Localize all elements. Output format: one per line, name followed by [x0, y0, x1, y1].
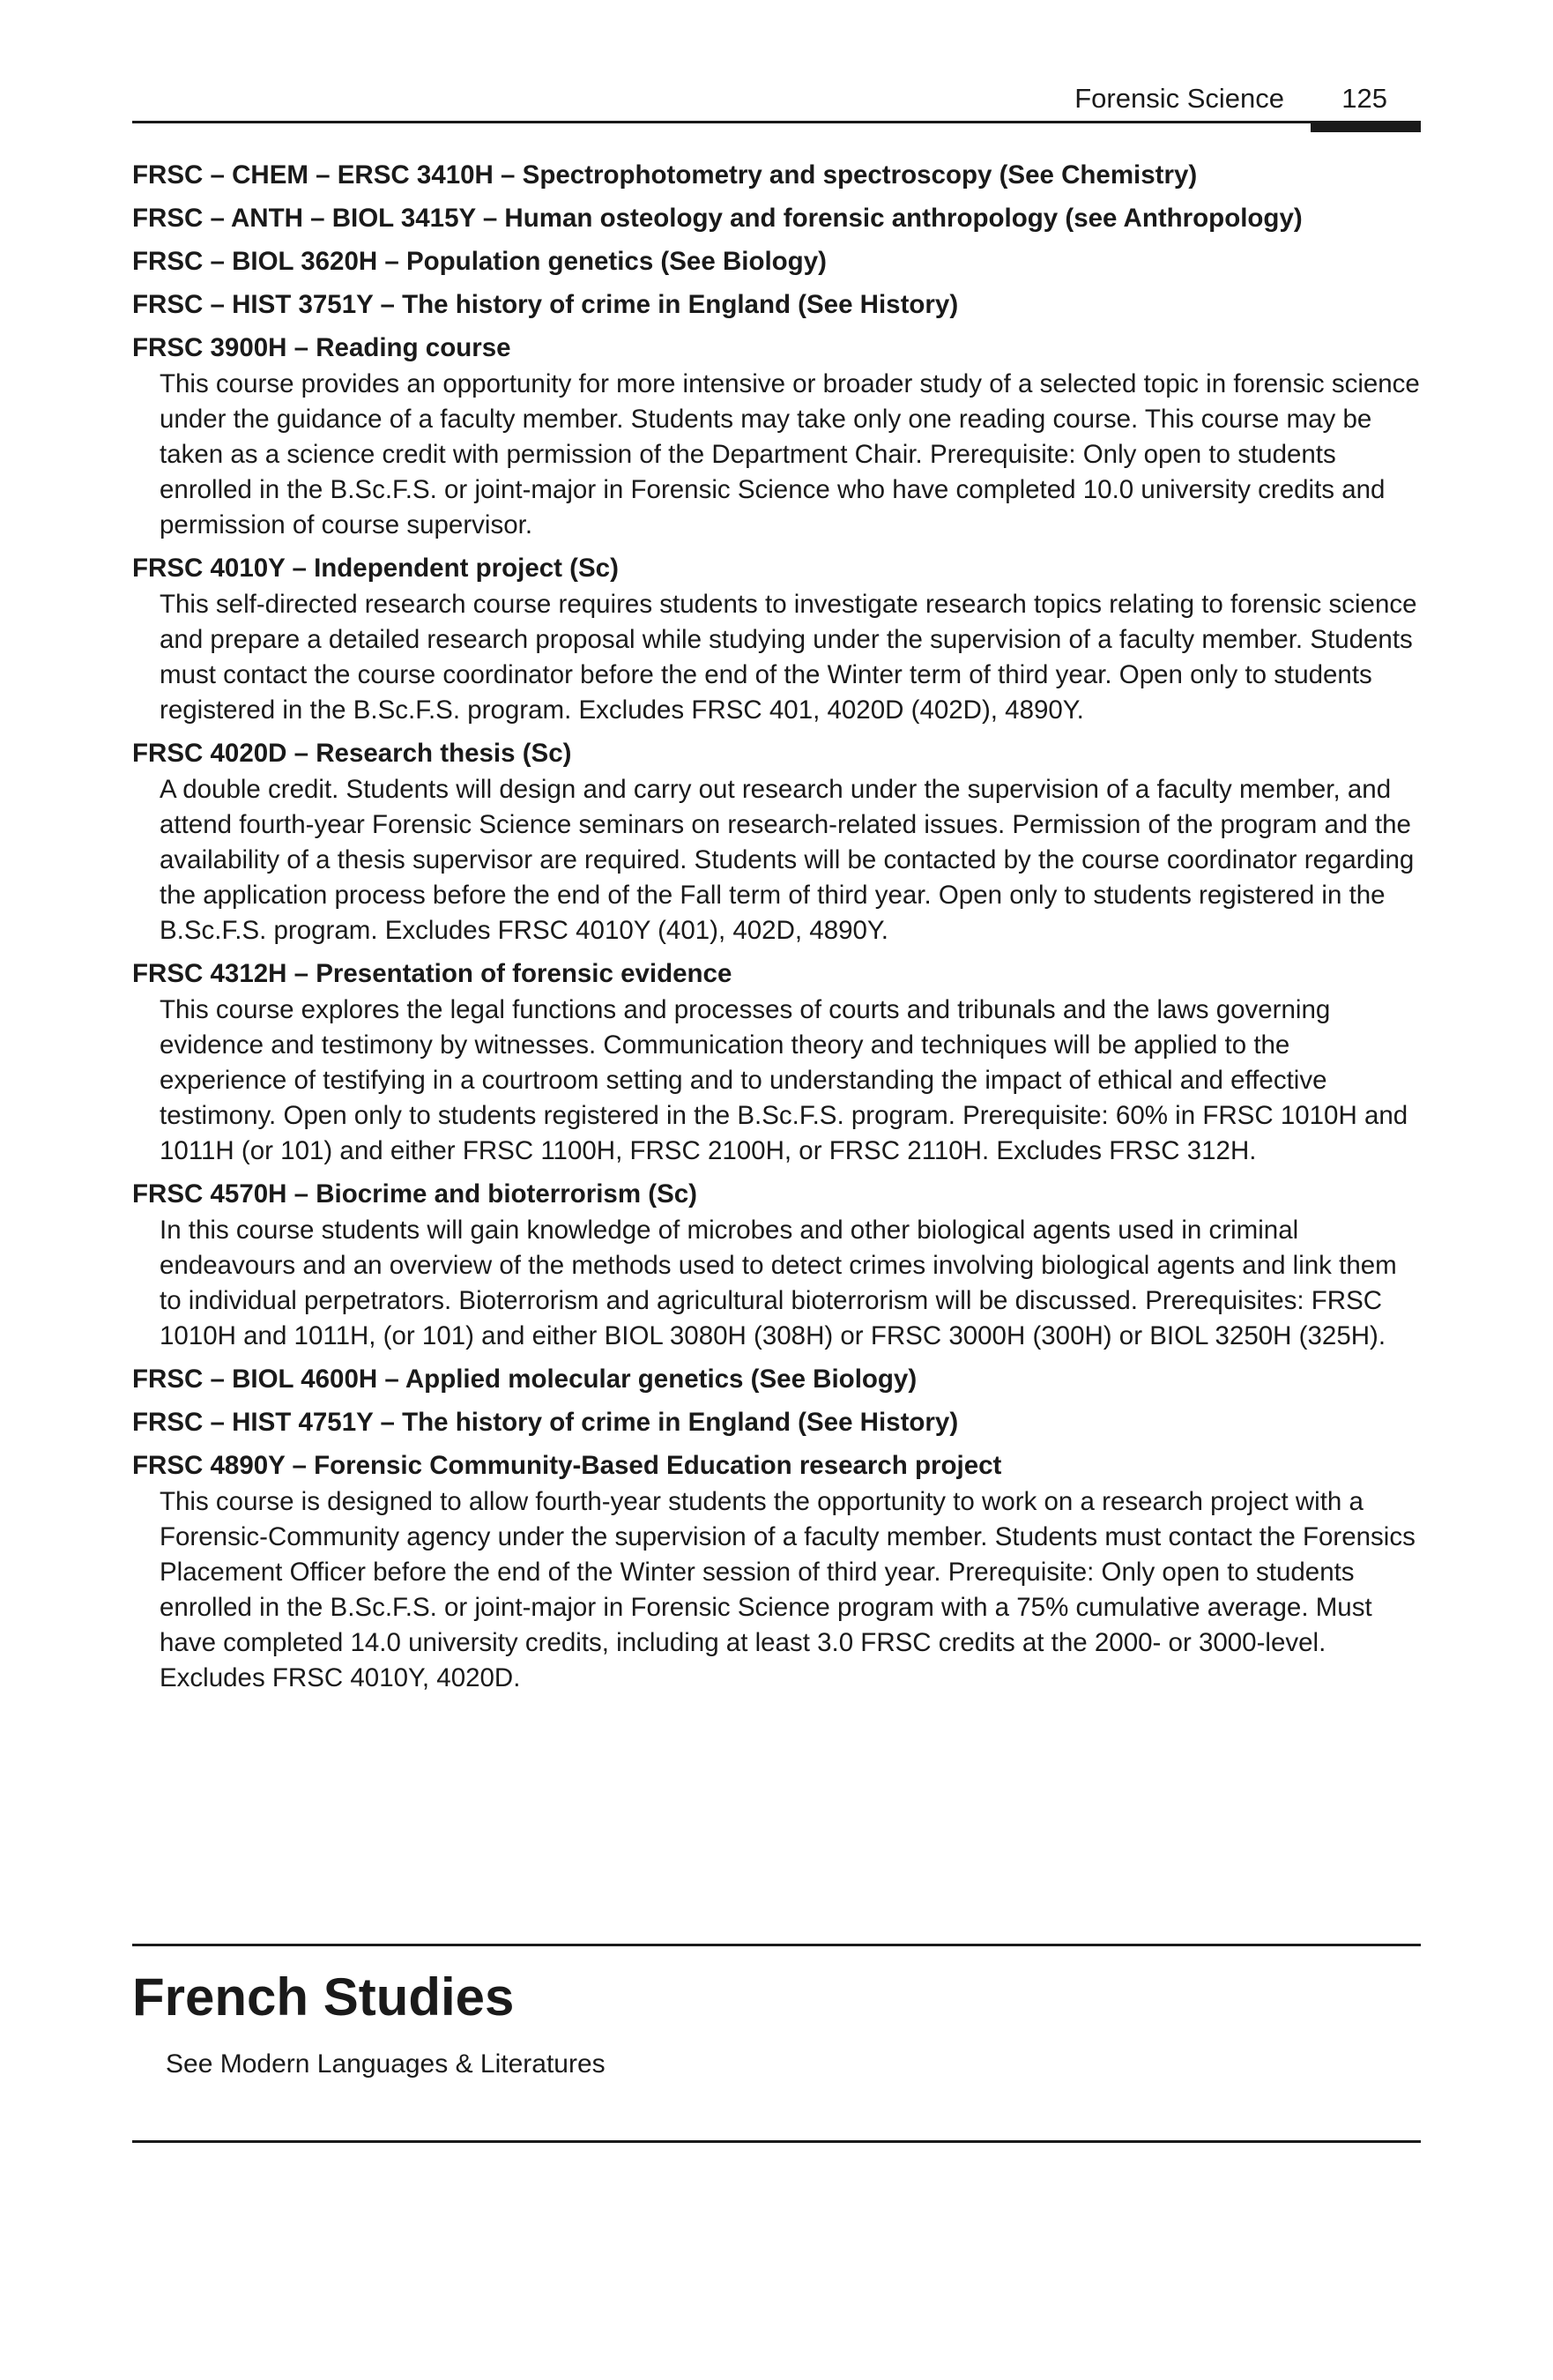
- header-rule: [132, 121, 1421, 123]
- course-title: FRSC 3900H – Reading course: [132, 333, 511, 362]
- course-entry: [132, 1361, 1421, 1397]
- section-divider-top: [132, 1944, 1421, 1946]
- course-entry: [132, 1404, 1421, 1440]
- course-entry: [132, 200, 1421, 236]
- course-title: FRSC – BIOL 3620H – Population genetics (See Biology): [132, 247, 827, 276]
- course-entry: [132, 735, 1421, 948]
- course-entry: [132, 1447, 1421, 1696]
- course-title: FRSC – BIOL 4600H – Applied molecular genetics (See Biology): [132, 1365, 918, 1394]
- page-number: 125: [1341, 83, 1387, 114]
- course-title: FRSC – HIST 3751Y – The history of crime in England (See History): [132, 290, 959, 319]
- course-title: FRSC 4010Y – Independent project (Sc): [132, 554, 619, 583]
- course-entry: [132, 243, 1421, 279]
- course-entry: [132, 157, 1421, 193]
- course-entry: [132, 956, 1421, 1169]
- section-heading: French Studies: [132, 1967, 515, 2027]
- course-description: This self-directed research course requires students to investigate research topics relating to forensic science and prepare a detailed research proposal while studying under the supervision of a faculty member. Students must contact the course coordinator before the end of the Winter term of third year. Open only to students registered in the B.Sc.F.S. program. Excludes FRSC 401, 4020D (402D), 4890Y.: [160, 590, 1417, 725]
- course-title: FRSC – CHEM – ERSC 3410H – Spectrophotometry and spectroscopy (See Chemistry): [132, 160, 1198, 190]
- course-title: FRSC 4570H – Biocrime and bioterrorism (Sc): [132, 1179, 697, 1209]
- course-description: This course explores the legal functions and processes of courts and tribunals and the laws governing evidence and testimony by witnesses. Communication theory and techniques will be applied to the experience of testifying in a courtroom setting and to understanding the impact of ethical and effective testimony. Open only to students registered in the B.Sc.F.S. program. Prerequisite: 60% in FRSC 1010H and 1011H (or 101) and either FRSC 1100H, FRSC 2100H, or FRSC 2110H. Excludes FRSC 312H.: [160, 995, 1408, 1165]
- course-entry: [132, 550, 1421, 728]
- course-title: FRSC 4890Y – Forensic Community-Based Education research project: [132, 1451, 1002, 1480]
- course-description: This course is designed to allow fourth-year students the opportunity to work on a research project with a Forensic-Community agency under the supervision of a faculty member. Students must contact the Forensics Placement Officer before the end of the Winter session of third year. Prerequisite: Only open to students enrolled in the B.Sc.F.S. or joint-major in Forensic Science program with a 75% cumulative average. Must have completed 14.0 university credits, including at least 3.0 FRSC credits at the 2000- or 3000-level. Excludes FRSC 4010Y, 4020D.: [160, 1487, 1416, 1692]
- cross-reference: See Modern Languages & Literatures: [166, 2049, 606, 2079]
- course-title: FRSC – ANTH – BIOL 3415Y – Human osteology and forensic anthropology (see Anthropology): [132, 204, 1303, 233]
- course-list: [132, 157, 1421, 1703]
- course-description: This course provides an opportunity for more intensive or broader study of a selected topic in forensic science under the guidance of a faculty member. Students may take only one reading course. This course may be taken as a science credit with permission of the Department Chair. Prerequisite: Only open to students enrolled in the B.Sc.F.S. or joint-major in Forensic Science who have completed 10.0 university credits and permission of course supervisor.: [160, 369, 1420, 539]
- running-head-section: Forensic Science: [1074, 83, 1284, 114]
- course-title: FRSC 4020D – Research thesis (Sc): [132, 739, 572, 768]
- course-entry: [132, 286, 1421, 323]
- running-head: [132, 81, 1421, 123]
- course-entry: [132, 1176, 1421, 1354]
- course-title: FRSC 4312H – Presentation of forensic evidence: [132, 959, 732, 988]
- course-description: In this course students will gain knowledge of microbes and other biological agents used in criminal endeavours and an overview of the methods used to detect crimes involving biological agents and link them to individual perpetrators. Bioterrorism and agricultural bioterrorism will be discussed. Prerequisites: FRSC 1010H and 1011H, (or 101) and either BIOL 3080H (308H) or FRSC 3000H (300H) or BIOL 3250H (325H).: [160, 1216, 1397, 1350]
- header-tab-bar: [1311, 121, 1421, 132]
- course-title: FRSC – HIST 4751Y – The history of crime in England (See History): [132, 1408, 959, 1437]
- course-description: A double credit. Students will design and carry out research under the supervision of a faculty member, and attend fourth-year Forensic Science seminars on research-related issues. Permission of the program and the availability of a thesis supervisor are required. Students will be contacted by the course coordinator regarding the application process before the end of the Fall term of third year. Open only to students registered in the B.Sc.F.S. program. Excludes FRSC 4010Y (401), 402D, 4890Y.: [160, 775, 1415, 945]
- section-divider-bottom: [132, 2140, 1421, 2143]
- course-entry: [132, 330, 1421, 543]
